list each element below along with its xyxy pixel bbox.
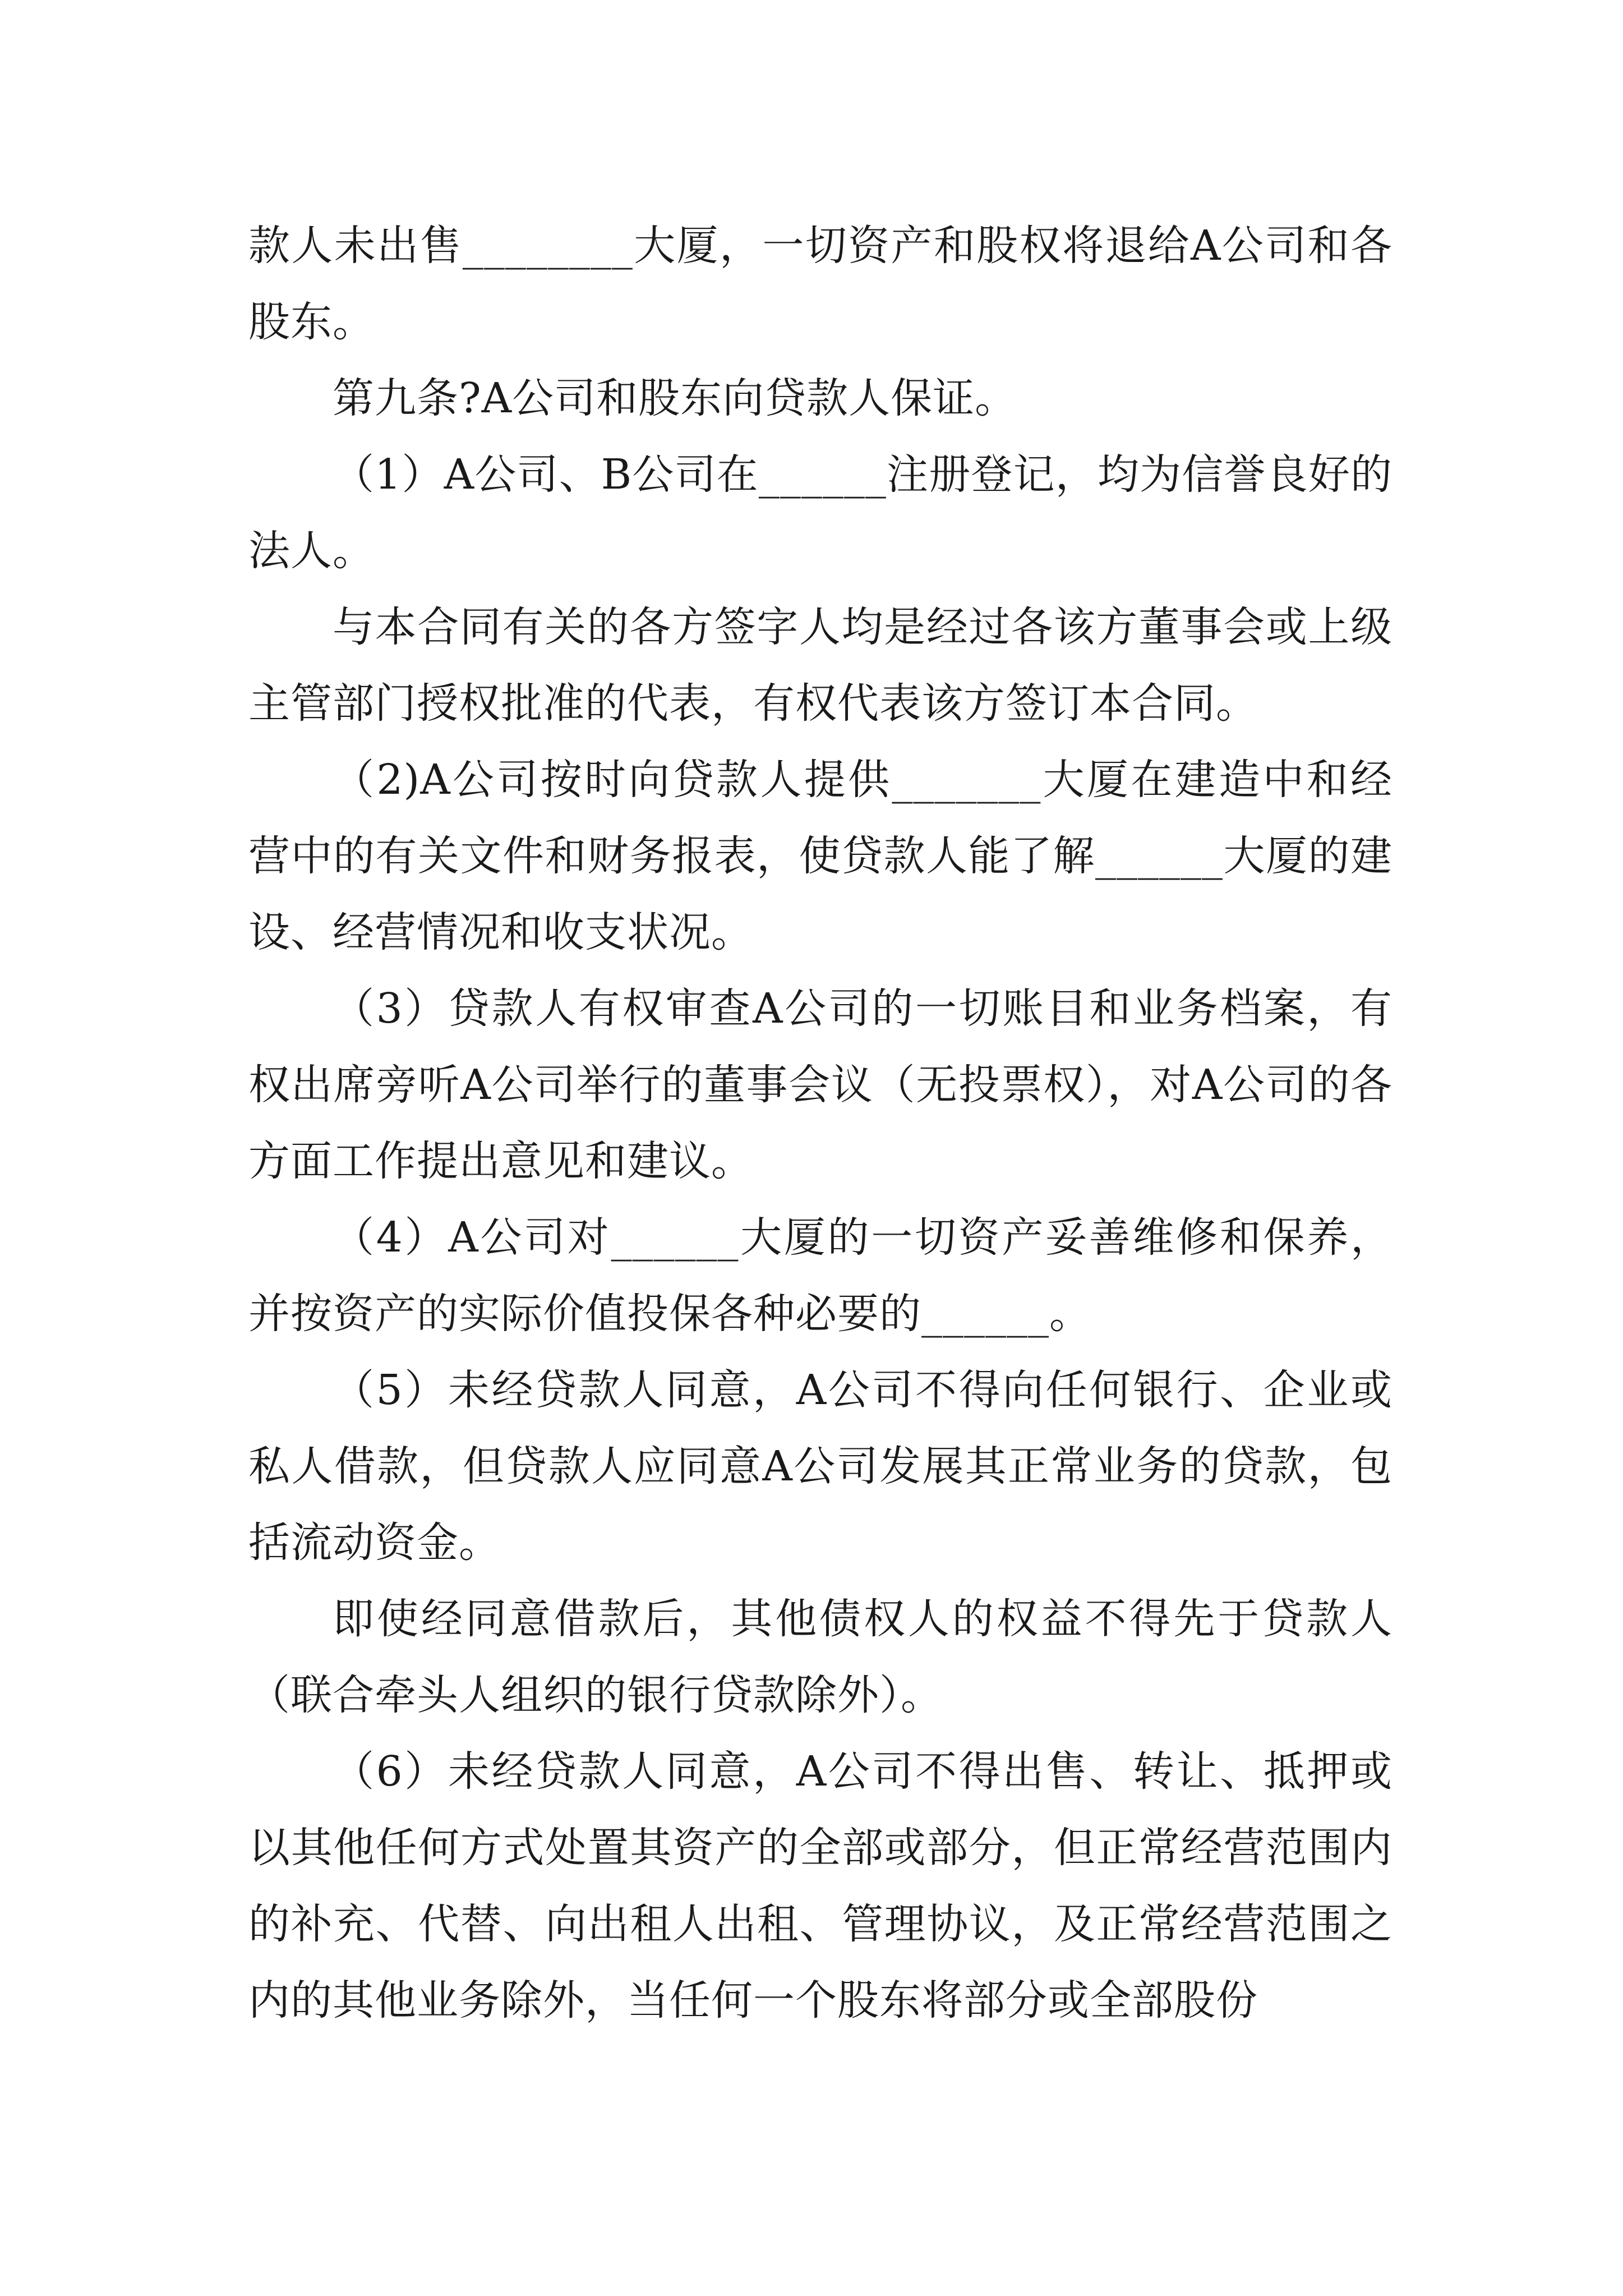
clause-5-priority: 即使经同意借款后，其他债权人的权益不得先于贷款人（联合牵头人组织的银行贷款除外）。 [248, 1595, 1393, 1719]
clause-1-signatories: 与本合同有关的各方签字人均是经过各该方董事会或上级主管部门授权批准的代表，有权代表该方签订本合同。 [248, 603, 1393, 728]
article-nine-heading: 第九条?A公司和股东向贷款人保证。 [333, 374, 1017, 422]
clause-6: （6）未经贷款人同意，A公司不得出售、转让、抵押或以其他任何方式处置其资产的全部或部分，但正常经营范围内的补充、代替、向出租人出租、管理协议，及正常经营范围之内的其他业务除外，当任何一个股东将部分或全部股份 [248, 1747, 1393, 2024]
clause-4: （4）A公司对______大厦的一切资产妥善维修和保养，并按资产的实际价值投保各种必要的______。 [248, 1213, 1393, 1338]
paragraph-continuation: 款人未出售________大厦，一切资产和股权将退给A公司和各股东。 [248, 222, 1393, 346]
clause-3: （3）贷款人有权审查A公司的一切账目和业务档案，有权出席旁听A公司举行的董事会议（无投票权），对A公司的各方面工作提出意见和建议。 [248, 984, 1393, 1185]
document-body [248, 208, 1393, 2039]
clause-1: （1）A公司、B公司在______注册登记，均为信誉良好的法人。 [248, 450, 1393, 575]
clause-2: （2)A公司按时向贷款人提供_______大厦在建造中和经营中的有关文件和财务报表，使贷款人能了解______大厦的建设、经营情况和收支状况。 [248, 756, 1393, 956]
clause-5: （5）未经贷款人同意，A公司不得向任何银行、企业或私人借款，但贷款人应同意A公司发展其正常业务的贷款，包括流动资金。 [248, 1366, 1393, 1567]
